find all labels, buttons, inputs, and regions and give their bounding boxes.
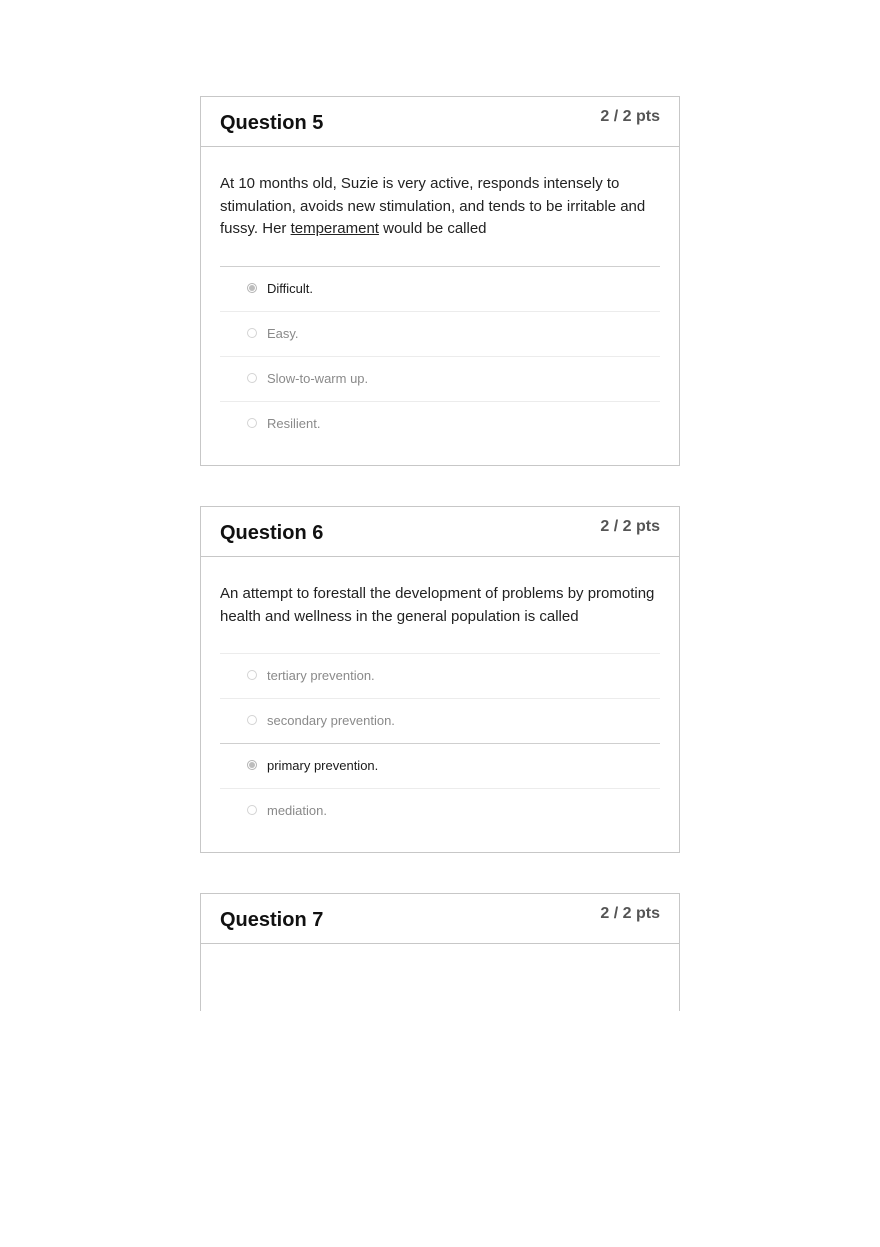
answer-list	[220, 653, 660, 847]
answer-label: Difficult.	[267, 280, 313, 296]
answer-option[interactable]	[220, 653, 660, 698]
answer-label: tertiary prevention.	[267, 668, 375, 683]
answer-label: Resilient.	[267, 415, 321, 431]
answer-label: secondary prevention.	[267, 713, 395, 728]
question-card-7	[200, 893, 680, 1011]
radio-icon[interactable]	[247, 715, 257, 725]
question-card-6	[200, 506, 680, 853]
answer-label: mediation.	[267, 803, 327, 818]
question-points: 2 / 2 pts	[600, 905, 660, 922]
question-body	[201, 147, 679, 460]
question-header	[201, 894, 679, 944]
answer-label: primary prevention.	[267, 758, 379, 773]
question-body	[201, 557, 679, 847]
question-title: Question 5	[220, 112, 324, 134]
underlined-term: temperament	[290, 220, 379, 237]
radio-icon[interactable]	[247, 418, 257, 428]
radio-icon[interactable]	[247, 373, 257, 383]
answer-option[interactable]	[220, 356, 660, 401]
radio-icon[interactable]	[247, 805, 257, 815]
answer-option[interactable]	[220, 743, 660, 788]
radio-icon[interactable]	[247, 670, 257, 680]
radio-selected-icon[interactable]	[247, 760, 257, 770]
answer-option[interactable]	[220, 401, 660, 446]
answer-option[interactable]	[220, 311, 660, 356]
question-text: An attempt to forestall the development of problems by promoting health and wellness in the general population is called	[220, 585, 655, 625]
question-header	[201, 97, 679, 147]
answer-option[interactable]	[220, 698, 660, 743]
radio-icon[interactable]	[247, 328, 257, 338]
radio-selected-icon[interactable]	[247, 283, 257, 293]
question-title: Question 7	[220, 909, 324, 931]
answer-list	[220, 266, 660, 460]
question-text-part: At 10 months old, Suzie is very active, responds intensely to stimulation, avoids new stimulation, and tends to be irritable and fussy. Her	[220, 175, 646, 237]
question-points: 2 / 2 pts	[600, 518, 660, 535]
answer-label: Easy.	[267, 325, 299, 341]
answer-label: Slow-to-warm up.	[267, 370, 369, 386]
question-text-part: would be called	[378, 220, 487, 237]
question-title: Question 6	[220, 522, 324, 544]
answer-option[interactable]	[220, 788, 660, 833]
question-points: 2 / 2 pts	[600, 108, 660, 125]
question-header	[201, 507, 679, 557]
question-card-5	[200, 96, 680, 466]
question-text	[220, 173, 660, 241]
answer-option[interactable]	[220, 266, 660, 311]
